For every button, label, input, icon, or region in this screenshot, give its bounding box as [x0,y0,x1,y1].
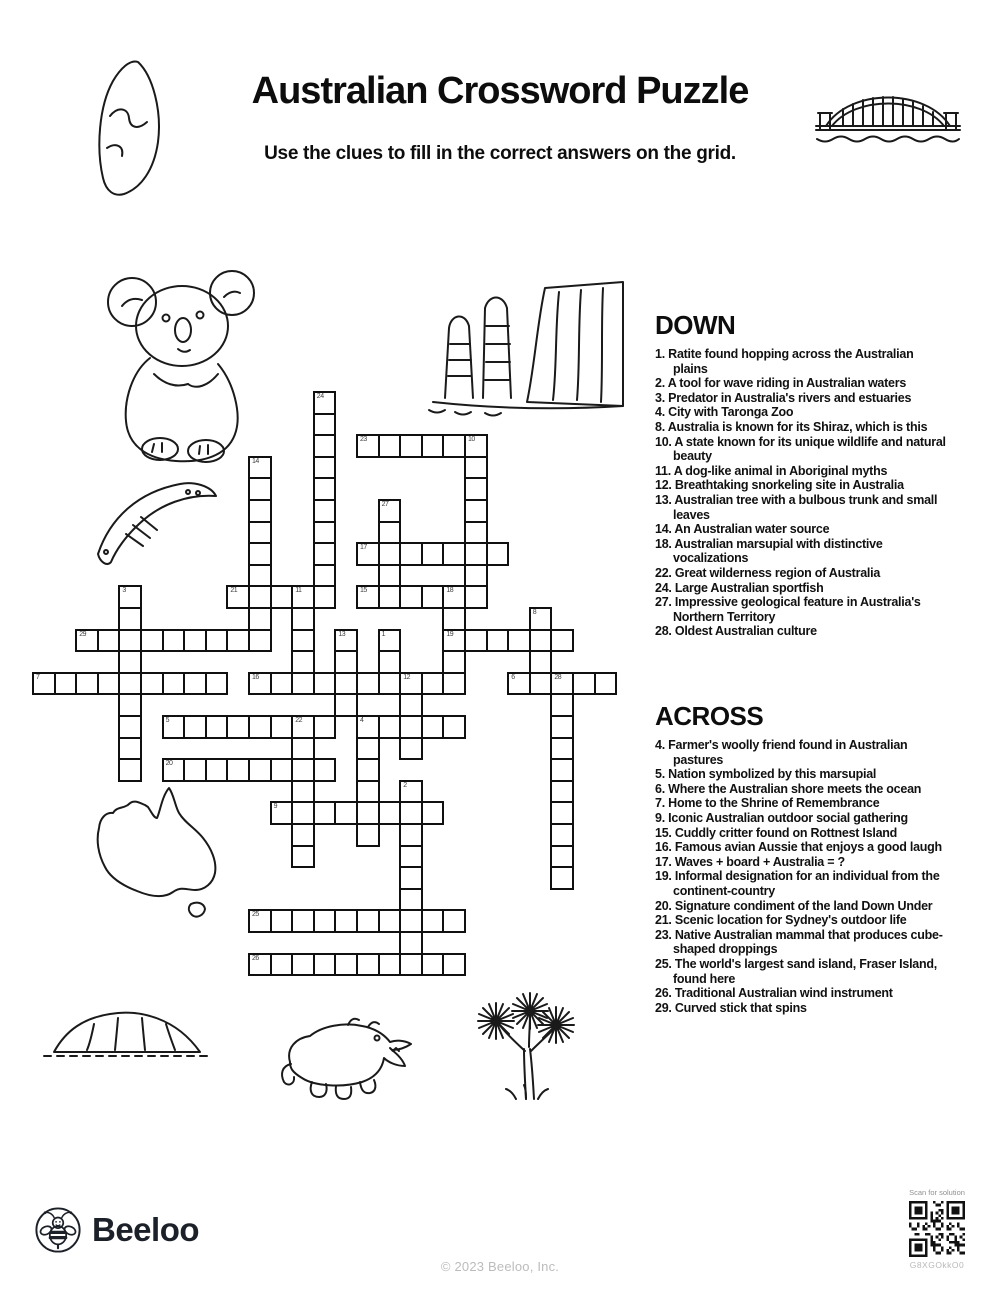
grid-cell[interactable] [140,672,164,696]
grid-cell[interactable] [205,629,229,653]
grid-cell[interactable] [378,953,402,977]
grid-cell[interactable] [356,672,380,696]
grid-cell[interactable] [291,909,315,933]
clue-number: 5 [165,717,169,724]
grid-cell[interactable] [313,909,337,933]
clue-number: 25 [252,911,259,919]
grid-cell[interactable] [248,629,272,653]
grid-cell[interactable] [313,521,337,545]
copyright-text: © 2023 Beeloo, Inc. [440,1259,560,1274]
clue-number: 21 [230,587,238,595]
clue-number: 24 [316,393,324,400]
grid-cell[interactable] [464,521,488,545]
across-clue-9: 9. Iconic Australian outdoor social gathering [655,810,908,825]
across-clue-7: 7. Home to the Shrine of Remembrance [655,796,880,811]
grid-cell[interactable] [464,564,488,588]
grid-cell[interactable] [162,715,186,739]
grid-cell[interactable] [442,585,466,609]
down-clue-24: 24. Large Australian sportfish [655,580,824,595]
koala-icon [100,260,268,468]
across-clue-25: 25. The world's largest sand island, Fraser Island, found here [655,956,938,986]
clue-number: 27 [381,501,389,508]
clue-number: 18 [446,587,454,595]
clue-number: 11 [295,587,302,595]
down-clue-4: 4. City with Taronga Zoo [655,405,794,420]
grid-cell[interactable] [399,931,423,955]
grid-cell[interactable] [248,715,272,739]
clue-number: 19 [446,630,454,638]
grid-cell[interactable] [118,693,142,717]
grid-cell[interactable] [356,823,380,847]
grid-cell[interactable] [248,672,272,696]
down-clue-18: 18. Australian marsupial with distinctive vocalizations [655,536,883,566]
clue-number: 9 [273,803,277,811]
grid-cell[interactable] [32,672,56,696]
grid-cell[interactable] [334,909,358,933]
grid-cell[interactable] [291,737,315,761]
grid-cell[interactable] [464,585,488,609]
grid-cell[interactable] [334,672,358,696]
grid-cell[interactable] [118,607,142,631]
grid-cell[interactable] [334,693,358,717]
grid-cell[interactable] [529,650,553,674]
clue-number: 16 [252,673,259,681]
clue-number: 12 [403,673,410,681]
grid-cell[interactable] [399,866,423,890]
qr-code[interactable] [909,1201,965,1257]
grid-cell[interactable] [183,629,207,653]
bee-logo-icon [34,1206,82,1254]
grid-cell[interactable] [442,909,466,933]
across-clues-panel [655,701,960,1015]
boomerang-icon [88,472,226,574]
grid-cell[interactable] [550,866,574,890]
grid-cell[interactable] [421,801,445,825]
grid-cell[interactable] [442,953,466,977]
grid-cell[interactable] [291,953,315,977]
across-clue-17: 17. Waves + board + Australia = ? [655,854,845,869]
grid-cell[interactable] [291,823,315,847]
down-clue-11: 11. A dog-like animal in Aboriginal myths [655,463,888,478]
grid-cell[interactable] [356,801,380,825]
grid-cell[interactable] [356,737,380,761]
grid-cell[interactable] [399,953,423,977]
grid-cell[interactable] [118,715,142,739]
down-clue-10: 10. A state known for its unique wildlife and natural beauty [655,434,946,464]
clue-number: 13 [338,630,346,638]
grid-cell[interactable] [205,672,229,696]
grid-cell[interactable] [313,499,337,523]
down-clue-13: 13. Australian tree with a bulbous trunk and small leaves [655,492,938,522]
grid-cell[interactable] [270,801,294,825]
grid-cell[interactable] [291,607,315,631]
grid-cell[interactable] [118,737,142,761]
down-clue-22: 22. Great wilderness region of Australia [655,565,881,580]
clue-number: 2 [403,781,407,789]
grid-cell[interactable] [356,953,380,977]
grid-cell[interactable] [118,650,142,674]
across-clue-23: 23. Native Australian mammal that produces cube-shaped droppings [655,927,943,957]
grid-cell[interactable] [75,629,99,653]
grid-cell[interactable] [248,607,272,631]
grid-cell[interactable] [118,758,142,782]
grid-cell[interactable] [378,521,402,545]
clue-number: 23 [360,436,367,444]
grid-cell[interactable] [162,629,186,653]
grid-cell[interactable] [205,758,229,782]
across-clue-26: 26. Traditional Australian wind instrument [655,986,893,1001]
grid-cell[interactable] [183,715,207,739]
grid-cell[interactable] [507,672,531,696]
grid-cell[interactable] [270,672,294,696]
grid-cell[interactable] [421,585,445,609]
brand-name: Beeloo [92,1211,200,1248]
grid-cell[interactable] [399,715,423,739]
grid-cell[interactable] [464,499,488,523]
grid-cell[interactable] [334,953,358,977]
grid-cell[interactable] [162,672,186,696]
grid-cell[interactable] [313,542,337,566]
page-title: Australian Crossword Puzzle [251,70,749,112]
grid-cell[interactable] [486,629,510,653]
grid-cell[interactable] [183,758,207,782]
grid-cell[interactable] [550,845,574,869]
clue-number: 1 [381,630,385,638]
grid-cell[interactable] [140,629,164,653]
grid-cell[interactable] [378,434,402,458]
grid-cell[interactable] [313,953,337,977]
clue-number: 22 [295,717,302,724]
grid-cell[interactable] [442,650,466,674]
grid-cell[interactable] [248,758,272,782]
grid-cell[interactable] [464,434,488,458]
down-clue-14: 14. An Australian water source [655,522,830,537]
grid-cell[interactable] [162,758,186,782]
grid-cell[interactable] [248,585,272,609]
grid-cell[interactable] [248,456,272,480]
grid-cell[interactable] [356,758,380,782]
grid-cell[interactable] [97,629,121,653]
across-clue-16: 16. Famous avian Aussie that enjoys a good laugh [655,840,942,855]
grid-cell[interactable] [442,715,466,739]
down-clues-panel [655,310,960,639]
across-clue-15: 15. Cuddly critter found on Rottnest Island [655,825,898,840]
grid-cell[interactable] [507,629,531,653]
grid-cell[interactable] [313,477,337,501]
grid-cell[interactable] [118,672,142,696]
grid-cell[interactable] [550,758,574,782]
grid-cell[interactable] [205,715,229,739]
grid-cell[interactable] [118,629,142,653]
grid-cell[interactable] [442,542,466,566]
grid-cell[interactable] [270,715,294,739]
grid-cell[interactable] [421,909,445,933]
grid-cell[interactable] [421,953,445,977]
grid-cell[interactable] [594,672,618,696]
grid-cell[interactable] [421,715,445,739]
across-clue-4: 4. Farmer's woolly friend found in Australian pastures [655,738,908,767]
down-clue-8: 8. Australia is known for its Shiraz, which is this [655,419,928,434]
grid-cell[interactable] [270,585,294,609]
grid-cell[interactable] [399,909,423,933]
grid-cell[interactable] [356,434,380,458]
down-clue-1: 1. Ratite found hopping across the Australian plains [655,347,914,376]
grid-cell[interactable] [378,499,402,523]
grid-cell[interactable] [464,542,488,566]
grid-cell[interactable] [313,672,337,696]
clue-number: 6 [511,673,515,681]
grid-cell[interactable] [442,607,466,631]
uluru-icon [42,992,214,1068]
grid-cell[interactable] [270,953,294,977]
grid-cell[interactable] [313,585,337,609]
clue-number: 17 [360,544,367,552]
grid-cell[interactable] [399,585,423,609]
grid-cell[interactable] [97,672,121,696]
grid-cell[interactable] [291,585,315,609]
grid-cell[interactable] [550,693,574,717]
grid-cell[interactable] [399,823,423,847]
qr-block [897,1188,977,1270]
grid-cell[interactable] [421,672,445,696]
grid-cell[interactable] [399,693,423,717]
grid-cell[interactable] [442,434,466,458]
grid-cell[interactable] [442,629,466,653]
grid-cell[interactable] [378,715,402,739]
clue-number: 26 [252,954,259,962]
grid-cell[interactable] [291,629,315,653]
grid-cell[interactable] [464,477,488,501]
clue-number: 4 [360,717,364,724]
grid-cell[interactable] [399,801,423,825]
across-header: ACROSS [655,701,764,731]
grid-cell[interactable] [464,629,488,653]
grid-cell[interactable] [529,607,553,631]
grid-cell[interactable] [54,672,78,696]
grid-cell[interactable] [291,715,315,739]
down-clue-list [655,347,960,639]
clue-number: 15 [360,587,367,595]
clue-number: 28 [554,673,562,681]
grid-cell[interactable] [399,888,423,912]
grid-cell[interactable] [248,953,272,977]
grid-cell[interactable] [356,780,380,804]
grid-cell[interactable] [378,585,402,609]
across-clue-6: 6. Where the Australian shore meets the ocean [655,781,922,796]
grid-cell[interactable] [378,542,402,566]
grid-cell[interactable] [550,780,574,804]
tasmanian-devil-icon [278,992,420,1104]
grid-cell[interactable] [378,909,402,933]
clue-number: 20 [165,760,173,768]
clue-number: 14 [252,457,259,465]
grid-cell[interactable] [226,758,250,782]
brand-logo [34,1206,199,1254]
grid-cell[interactable] [356,909,380,933]
grid-cell[interactable] [313,434,337,458]
grid-cell[interactable] [421,542,445,566]
across-clue-19: 19. Informal designation for an individual from the continent-country [655,869,940,898]
grid-cell[interactable] [572,672,596,696]
grid-cell[interactable] [291,780,315,804]
grid-cell[interactable] [248,564,272,588]
grid-cell[interactable] [399,434,423,458]
grid-cell[interactable] [550,737,574,761]
grid-cell[interactable] [550,672,574,696]
down-clue-3: 3. Predator in Australia's rivers and estuaries [655,390,912,405]
grid-cell[interactable] [248,521,272,545]
down-clue-12: 12. Breathtaking snorkeling site in Australia [655,478,904,493]
grid-cell[interactable] [291,650,315,674]
grid-cell[interactable] [313,715,337,739]
grid-cell[interactable] [529,672,553,696]
grid-cell[interactable] [291,758,315,782]
grid-cell[interactable] [550,715,574,739]
grid-cell[interactable] [291,801,315,825]
qr-code-id: G8XGOkkO0 [909,1260,965,1270]
grid-cell[interactable] [313,564,337,588]
grid-cell[interactable] [486,542,510,566]
surfboard-icon [58,56,180,198]
grid-cell[interactable] [356,542,380,566]
sydney-harbour-bridge-icon [814,86,962,150]
coastal-cliffs-icon [425,278,627,428]
clue-number: 3 [122,587,126,595]
grid-cell[interactable] [334,650,358,674]
grid-cell[interactable] [118,585,142,609]
clue-number: 7 [36,673,40,681]
down-header: DOWN [655,310,736,340]
grid-cell[interactable] [356,715,380,739]
clue-number: 8 [532,609,537,616]
across-clue-list [655,738,960,1015]
grid-cell[interactable] [313,391,337,415]
across-clue-29: 29. Curved stick that spins [655,1000,807,1015]
grid-cell[interactable] [334,629,358,653]
grid-cell[interactable] [313,758,337,782]
grid-cell[interactable] [399,845,423,869]
australia-map-icon [78,782,250,924]
grid-cell[interactable] [378,564,402,588]
grid-cell[interactable] [399,542,423,566]
grid-cell[interactable] [378,629,402,653]
grid-cell[interactable] [248,542,272,566]
grid-cell[interactable] [226,629,250,653]
across-clue-21: 21. Scenic location for Sydney's outdoor life [655,913,907,928]
grass-tree-icon [452,975,604,1103]
grid-cell[interactable] [550,629,574,653]
grid-cell[interactable] [183,672,207,696]
grid-cell[interactable] [399,672,423,696]
grid-cell[interactable] [399,737,423,761]
qr-caption: Scan for solution [909,1188,965,1197]
grid-cell[interactable] [399,780,423,804]
grid-cell[interactable] [442,672,466,696]
grid-cell[interactable] [291,672,315,696]
grid-cell[interactable] [226,585,250,609]
grid-cell[interactable] [550,823,574,847]
across-clue-5: 5. Nation symbolized by this marsupial [655,767,877,782]
grid-cell[interactable] [313,413,337,437]
clue-number: 29 [79,630,86,638]
grid-cell[interactable] [529,629,553,653]
grid-cell[interactable] [248,499,272,523]
grid-cell[interactable] [226,715,250,739]
grid-cell[interactable] [291,845,315,869]
grid-cell[interactable] [378,672,402,696]
down-clue-27: 27. Impressive geological feature in Australia's Northern Territory [655,595,921,624]
across-clue-20: 20. Signature condiment of the land Down Under [655,898,933,913]
grid-cell[interactable] [313,456,337,480]
grid-cell[interactable] [313,801,337,825]
grid-cell[interactable] [421,434,445,458]
grid-cell[interactable] [248,477,272,501]
down-clue-28: 28. Oldest Australian culture [655,624,817,639]
page-subtitle: Use the clues to fill in the correct answers on the grid. [264,143,736,164]
grid-cell[interactable] [378,650,402,674]
down-clue-2: 2. A tool for wave riding in Australian waters [655,376,907,391]
grid-cell[interactable] [464,456,488,480]
grid-cell[interactable] [75,672,99,696]
grid-cell[interactable] [248,909,272,933]
grid-cell[interactable] [270,909,294,933]
grid-cell[interactable] [356,585,380,609]
clue-number: 10 [468,436,475,444]
grid-cell[interactable] [334,801,358,825]
grid-cell[interactable] [270,758,294,782]
grid-cell[interactable] [378,801,402,825]
grid-cell[interactable] [550,801,574,825]
